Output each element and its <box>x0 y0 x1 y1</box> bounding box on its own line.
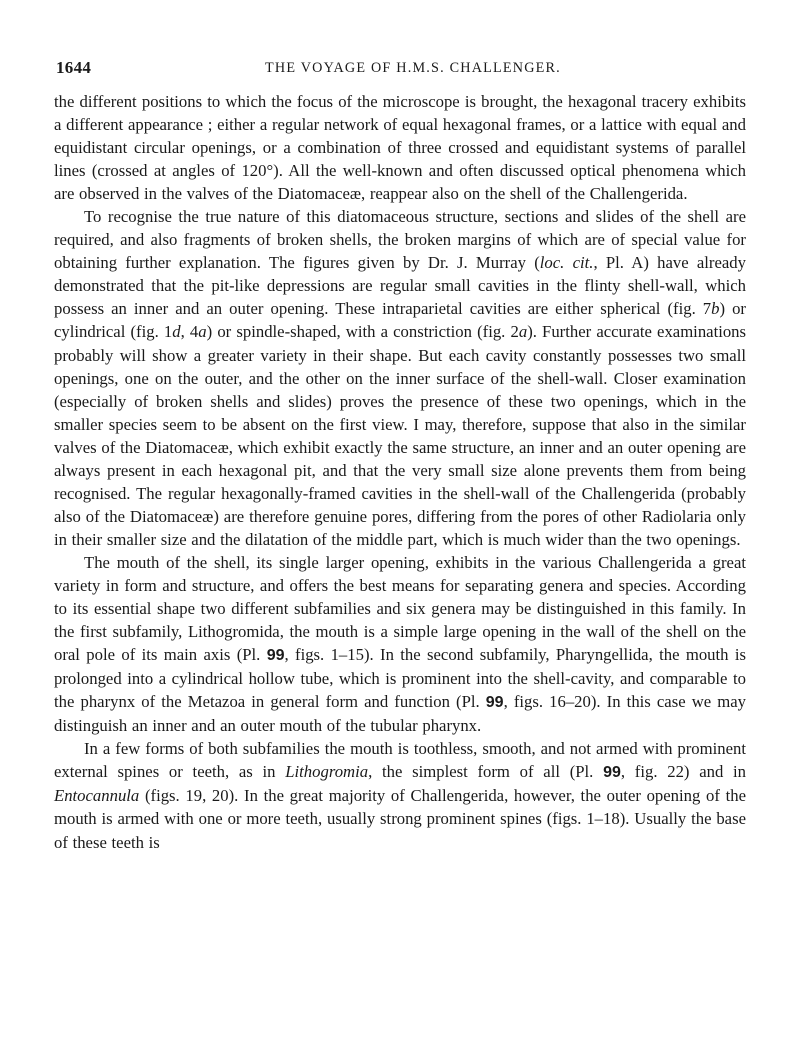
p3-text-1: The mouth of the shell, its single larger opening, exhibits in the various Challengerida a great variety in form and structure, and offers the best means for separating genera and species. According to its essential shape two different subfamilies and six genera may be distinguished in this family. In the first subfamily, Lithogromida, the mouth is a simple large opening in the wall of the shell on the oral pole of its main axis (Pl. <box>54 552 746 665</box>
p4-plate-number: 99 <box>603 764 621 782</box>
p2-text-9: ) or spindle-shaped, with a constriction (fig. 2 <box>206 322 519 342</box>
p4-italic-entocannula: Entocannula <box>54 786 140 806</box>
paragraph-3 <box>54 551 746 737</box>
p3-plate-number-2: 99 <box>485 694 504 712</box>
p2-text-11: ). Further accurate examinations probably will show a greater variety in their shape. But each cavity constantly possesses two small openings, one on the outer, and the other on the inner surface of the shell-wall. Closer examination (especially of broken shells and slides) proves the presence of these two openings, which in the smaller species seem to be absent on the first view. I may, therefore, suppose that also in the similar valves of the Diatomaceæ, which exhibit exactly the same structure, an inner and an outer opening are always present in each hexagonal pit, and that the very small size alone prevents them from being recognised. The regular hexagonally-framed cavities in the shell-wall of the Challengerida (probably also of the Diatomaceæ) are therefore genuine pores, differing from the pores of other Radiolaria only in their smaller size and the dilatation of the middle part, which is much wider than the two openings. <box>54 322 747 549</box>
running-head <box>54 58 746 84</box>
p2-text-7: , 4 <box>180 322 199 342</box>
p2-text-1: To recognise the true nature of this diatomaceous structure, sections and slides of the shell are required, and also fragments of broken shells, the broken margins of which are of special value for obtaining further explanation. The figures given by Dr. J. Murray ( <box>54 207 746 273</box>
p2-italic-a1: a <box>198 322 207 342</box>
p2-italic-loc-cit: loc. cit. <box>539 253 594 273</box>
p3-text-2: , figs. 1–15). In the second subfamily, Pharyngellida, the mouth is prolonged into a cylindrical hollow tube, which is prominent into the shell-cavity, and comparable to the pharynx of the Metazoa in general form and function (Pl. <box>54 645 746 712</box>
paragraph-4 <box>54 737 746 853</box>
p4-text-1: In a few forms of both subfamilies the mouth is toothless, smooth, and not armed with prominent external spines or teeth, as in <box>54 739 746 782</box>
p4-italic-lithogromia: Lithogromia <box>285 762 369 782</box>
p3-plate-number-1: 99 <box>266 647 285 665</box>
p2-italic-a2: a <box>518 322 528 342</box>
p4-text-3: , fig. 22) and in <box>620 762 747 782</box>
p2-text-3: , Pl. A) have already demonstrated that the pit-like depressions are regular small cavities in the flinty shell-wall, which possess an inner and an outer opening. These intraparietal cavities are either spherical (fig. 7 <box>54 253 746 319</box>
p3-text-3: , figs. 16–20). In this case we may distinguish an inner and an outer mouth of the tubular pharynx. <box>54 692 746 736</box>
paragraph-1: the different positions to which the focus of the microscope is brought, the hexagonal tracery exhibits a different appearance ; either a regular network of equal hexagonal frames, or a lattice with equal and equidistant circular openings, or a combination of three crossed and equidistant systems of parallel lines (crossed at angles of 120°). All the well-known and often discussed optical phenomena which are observed in the valves of the Diatomaceæ, reappear also on the shell of the Challengerida. <box>54 92 746 204</box>
running-title: THE VOYAGE OF H.M.S. CHALLENGER. <box>265 60 561 76</box>
p4-text-2: , the simplest form of all (Pl. <box>368 762 604 782</box>
paragraph-2 <box>54 205 746 551</box>
p2-italic-d: d <box>172 322 181 342</box>
p4-text-4: (figs. 19, 20). In the great majority of Challengerida, however, the outer opening of the mouth is armed with one or more teeth, usually strong prominent spines (figs. 1–18). Usually the base of these teeth is <box>54 786 746 852</box>
page <box>54 58 746 854</box>
p2-italic-b: b <box>711 299 720 319</box>
body-text <box>54 90 746 854</box>
p2-text-5: ) or cylindrical (fig. 1 <box>54 299 746 342</box>
page-number: 1644 <box>56 58 92 77</box>
